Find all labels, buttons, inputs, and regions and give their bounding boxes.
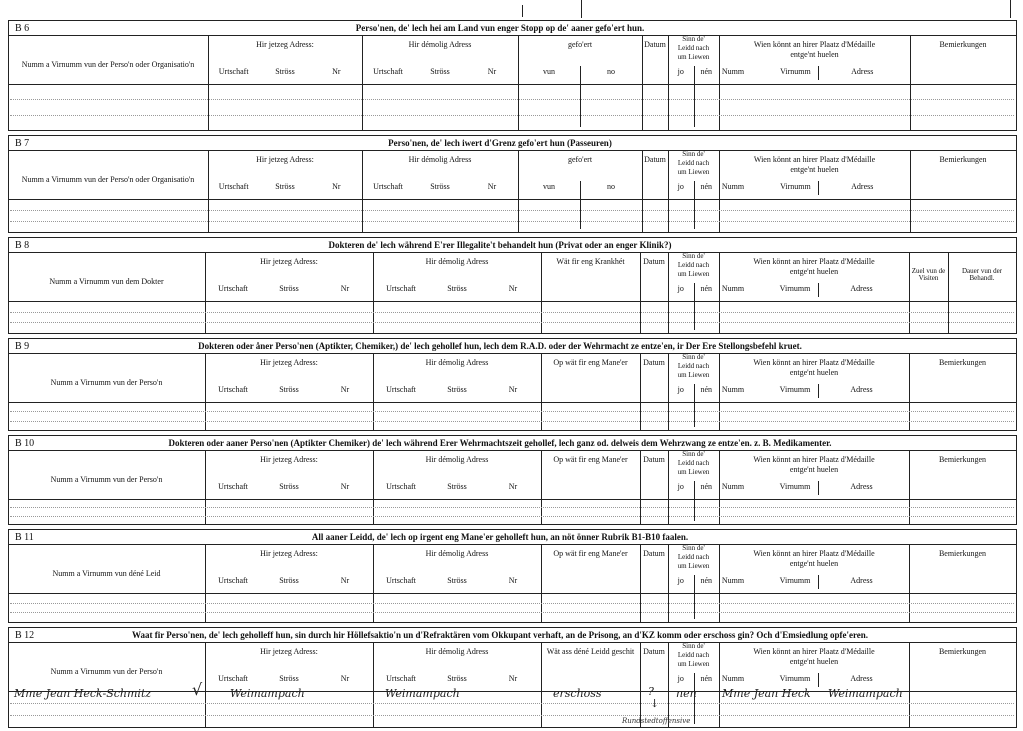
sub-nr: Nr (340, 385, 350, 394)
section-left-border (8, 20, 9, 130)
column-subdivider (694, 481, 695, 521)
sub-yes: jo (677, 674, 684, 683)
sub-nr: Nr (340, 674, 350, 683)
column-divider (642, 150, 643, 232)
column-subdivider (694, 66, 695, 127)
section-top-border (8, 237, 1016, 238)
sub-stross: Ströss (447, 482, 467, 491)
column-divider (910, 150, 911, 232)
col-header-date: Datum (643, 455, 665, 464)
section-right-border (1016, 20, 1017, 131)
section-bottom-border (8, 430, 1016, 431)
section-top-border (8, 135, 1016, 136)
col-header-name: Numm a Virnumm vun der Perso'n (50, 667, 163, 676)
sub-no: nén (700, 674, 713, 683)
col-header-mid: Op wät fir eng Mane'er (553, 455, 628, 464)
column-divider (668, 544, 669, 622)
col-header-alive-1: Sinn de' (682, 252, 705, 260)
header-bottom-border (8, 402, 1016, 403)
col-header-current-address: Hir jetzeg Adress: (260, 549, 318, 558)
sub-urtschaft: Urtschaft (218, 674, 248, 683)
section-right-border (1016, 237, 1017, 334)
dotted-writing-line (10, 99, 1014, 100)
column-subdivider (818, 181, 819, 195)
column-divider (373, 544, 374, 622)
col-header-remarks: Bemierkungen (939, 40, 987, 49)
top-tick (522, 5, 523, 17)
handwritten-date: ? (648, 685, 654, 698)
handwritten-arrow: ↓ (650, 697, 660, 710)
col-header-mid: Wät fir eng Krankhét (556, 257, 625, 266)
sub-yes: jo (677, 284, 684, 293)
column-divider (362, 150, 363, 232)
sub-medal-firstname: Virnumm (780, 67, 811, 76)
column-subdivider (818, 384, 819, 398)
col-header-medal-1: Wien könnt an hirer Plaatz d'Médaille (753, 455, 875, 464)
sub-medal-firstname: Virnumm (779, 674, 811, 683)
column-divider (205, 252, 206, 333)
col-header-mid: Op wät fir eng Mane'er (553, 549, 628, 558)
sub-stross: Ströss (430, 67, 450, 76)
sub-urtschaft: Urtschaft (373, 67, 403, 76)
col-header-name: Numm a Virnumm vun der Perso'n oder Organisatio'n (21, 60, 195, 69)
sub-urtschaft: Urtschaft (218, 182, 249, 191)
column-divider (909, 544, 910, 622)
column-divider (518, 150, 519, 232)
header-row-border (8, 544, 1016, 545)
sub-no: nén (700, 482, 713, 491)
sub-stross: Ströss (279, 385, 299, 394)
sub-nr: Nr (487, 182, 497, 191)
col-header-name: Numm a Virnumm vun der Perso'n (50, 378, 163, 387)
sub-medal-address: Adress (850, 284, 873, 293)
sub-medal-firstname: Virnumm (780, 182, 811, 191)
col-header-alive-1: Sinn de' (682, 450, 705, 458)
section-bottom-border (8, 727, 1016, 728)
sub-stross: Ströss (279, 674, 299, 683)
column-subdivider (580, 66, 581, 127)
col-header-alive-2: Leidd nach (677, 159, 710, 167)
col-header-medal-1: Wien könnt an hirer Plaatz d'Médaille (753, 155, 876, 164)
sub-yes: jo (677, 576, 684, 585)
col-header-medal-1: Wien könnt an hirer Plaatz d'Médaille (753, 358, 875, 367)
sub-urtschaft: Urtschaft (373, 182, 403, 191)
col-header-visits: Zuel vun de Visiten (911, 267, 946, 282)
sub-nr: Nr (487, 67, 497, 76)
col-header-former-address: Hir démolig Adress (425, 549, 489, 558)
col-header-current-address: Hir jetzeg Adress: (260, 257, 318, 266)
sub-nr: Nr (508, 674, 518, 683)
sub-stross: Ströss (447, 576, 467, 585)
sub-stross: Ströss (279, 482, 299, 491)
sub-yes: jo (677, 182, 684, 191)
sub-urtschaft: Urtschaft (386, 576, 416, 585)
section-right-border (1016, 627, 1017, 728)
section-title: Dokteren de' lech während E'rer Illegalite't behandelt hun (Privat oder an enger Klinik?) (328, 240, 672, 250)
col-header-former-address: Hir démolig Adress (425, 455, 489, 464)
handwritten-former-place: Weimampach (385, 687, 460, 700)
dotted-writing-line (10, 603, 1014, 604)
column-divider (668, 353, 669, 430)
sub-medal-firstname: Virnumm (779, 576, 811, 585)
sub-medal-address: Adress (850, 576, 873, 585)
header-bottom-border (8, 301, 1016, 302)
sub-nr: Nr (508, 284, 518, 293)
section-title: Waat fir Perso'nen, de' lech geholleff hun, sin durch hir Höllefsaktio'n un d'Refraktären vom Okkupant verhaft, an de Prisong, an d'KZ komm oder erschoss gin? Och d'Emsiedlung opfe'eren. (131, 630, 869, 640)
sub-no: nén (700, 284, 713, 293)
section-right-border (1016, 135, 1017, 233)
column-divider (640, 544, 641, 622)
column-subdivider (818, 575, 819, 589)
section-code: B 12 (15, 630, 35, 641)
handwritten-name: Mme Jean Heck-Schmitz (14, 687, 152, 700)
sub-yes: jo (677, 482, 684, 491)
column-divider (373, 353, 374, 430)
dotted-writing-line (10, 210, 1014, 211)
dotted-writing-line (10, 312, 1014, 313)
handwritten-current-place: Weimampach (230, 687, 305, 700)
dotted-writing-line (10, 703, 1014, 704)
col-header-alive-3: um Liewen (677, 468, 710, 476)
column-divider (541, 450, 542, 524)
section-code: B 7 (15, 138, 30, 149)
sub-medal-name: Numm (721, 182, 745, 191)
header-row-border (8, 353, 1016, 354)
col-header-date: Datum (643, 257, 665, 266)
sub-from: vun (543, 67, 555, 76)
header-row-border (8, 642, 1016, 643)
sub-nr: Nr (340, 576, 350, 585)
column-subdivider (818, 481, 819, 495)
column-divider (909, 450, 910, 524)
section-right-border (1016, 338, 1017, 431)
section-left-border (8, 529, 9, 622)
col-header-medal-2: entge'nt huelen (790, 165, 839, 174)
col-header-name: Numm a Virnumm vun der Perso'n (50, 475, 163, 484)
col-header-alive-2: Leidd nach (677, 553, 710, 561)
col-header-date: Datum (643, 549, 665, 558)
section-top-border (8, 20, 1016, 21)
sub-no: nén (700, 182, 713, 191)
col-header-remarks: Bemierkungen (938, 358, 987, 367)
column-divider (640, 450, 641, 524)
sub-no: nén (700, 576, 713, 585)
col-header-medal-2: entge'nt huelen (789, 559, 839, 568)
sub-urtschaft: Urtschaft (218, 482, 248, 491)
column-divider (541, 353, 542, 430)
column-divider (373, 252, 374, 333)
section-code: B 11 (15, 532, 34, 543)
sub-medal-address: Adress (851, 182, 874, 191)
sub-urtschaft: Urtschaft (386, 674, 416, 683)
col-header-duration: Dauer vun der Behandl. (961, 267, 1003, 282)
sub-medal-address: Adress (851, 67, 874, 76)
sub-medal-name: Numm (721, 385, 745, 394)
section-code: B 6 (15, 23, 30, 34)
sub-medal-address: Adress (850, 385, 873, 394)
sub-from: vun (543, 182, 555, 191)
col-header-alive-2: Leidd nach (677, 261, 710, 269)
sub-stross: Ströss (447, 284, 467, 293)
sub-stross: Ströss (275, 67, 295, 76)
header-bottom-border (8, 499, 1016, 500)
section-title: Dokteren oder åner Perso'nen (Aptikter, Chemiker,) de' lech gehollef hun, lech dem R.A.D. oder der Wehrmacht ze entze'en, ir Der Ere Stellongsbefehl kruet. (198, 341, 802, 351)
sub-stross: Ströss (447, 385, 467, 394)
column-divider (668, 450, 669, 524)
col-header-medal-1: Wien könnt an hirer Plaatz d'Médaille (753, 257, 875, 266)
header-row-border (8, 252, 1016, 253)
col-header-mid: Wät ass déné Leidd geschit (546, 647, 635, 656)
col-header-alive-3: um Liewen (677, 660, 710, 668)
header-row-border (8, 35, 1016, 36)
column-divider (205, 353, 206, 430)
col-header-remarks: Bemierkungen (938, 455, 987, 464)
sub-medal-address: Adress (850, 674, 873, 683)
col-header-alive-3: um Liewen (677, 371, 710, 379)
dotted-writing-line (10, 115, 1014, 116)
sub-urtschaft: Urtschaft (386, 284, 416, 293)
column-divider (541, 252, 542, 333)
col-header-alive-1: Sinn de' (682, 642, 705, 650)
column-divider (668, 150, 669, 232)
dotted-writing-line (10, 221, 1014, 222)
section-bottom-border (8, 524, 1016, 525)
dotted-writing-line (10, 715, 1014, 716)
sub-urtschaft: Urtschaft (386, 385, 416, 394)
sub-to: no (607, 67, 615, 76)
col-header-alive-1: Sinn de' (682, 35, 705, 43)
column-divider (205, 544, 206, 622)
sub-urtschaft: Urtschaft (218, 576, 248, 585)
sub-yes: jo (677, 67, 684, 76)
section-left-border (8, 435, 9, 524)
sub-nr: Nr (340, 284, 350, 293)
column-subdivider (818, 673, 819, 687)
col-header-medal-2: entge'nt huelen (789, 465, 839, 474)
sub-medal-name: Numm (721, 576, 745, 585)
col-header-alive-2: Leidd nach (677, 459, 710, 467)
sub-nr: Nr (508, 482, 518, 491)
header-bottom-border (8, 84, 1016, 85)
sub-no: nén (700, 385, 713, 394)
sub-nr: Nr (508, 576, 518, 585)
column-subdivider (818, 66, 819, 80)
col-header-former-address: Hir démolig Adress (425, 358, 489, 367)
section-right-border (1016, 435, 1017, 525)
sub-medal-name: Numm (721, 284, 745, 293)
column-divider (541, 544, 542, 622)
sub-medal-name: Numm (721, 674, 745, 683)
section-top-border (8, 627, 1016, 628)
sub-medal-name: Numm (721, 482, 745, 491)
col-header-remarks: Bemierkungen (938, 647, 987, 656)
col-header-medal-2: entge'nt huelen (789, 267, 839, 276)
section-bottom-border (8, 232, 1016, 233)
section-code: B 9 (15, 341, 30, 352)
section-top-border (8, 338, 1016, 339)
sub-medal-name: Numm (721, 67, 745, 76)
section-left-border (8, 338, 9, 430)
section-title: Perso'nen, de' lech hei am Land vun enger Stopp op de' aaner gefo'ert hun. (355, 23, 645, 33)
col-header-medal-2: entge'nt huelen (790, 50, 839, 59)
sub-stross: Ströss (279, 284, 299, 293)
col-header-medal-1: Wien könnt an hirer Plaatz d'Médaille (753, 40, 876, 49)
column-divider (640, 353, 641, 430)
handwritten-footnote: Rundstedtoffensive (622, 717, 691, 725)
handwritten-medal-address: Weimampach (828, 687, 903, 700)
section-title: All aaner Leidd, de' lech op irgent eng Mane'er geholleft hun, an nöt önner Rubrik B1-B10 faalen. (311, 532, 689, 542)
col-header-former-address: Hir démolig Adress (425, 257, 489, 266)
sub-nr: Nr (508, 385, 518, 394)
sub-nr: Nr (340, 482, 350, 491)
col-header-mid: Op wät fir eng Mane'er (553, 358, 628, 367)
col-header-medal-2: entge'nt huelen (789, 368, 839, 377)
column-divider (719, 544, 720, 622)
col-header-name: Numm a Virnumm vun déné Leid (52, 569, 161, 578)
header-row-border (8, 450, 1016, 451)
col-header-date: Datum (643, 358, 665, 367)
top-tick (1010, 0, 1011, 18)
column-divider (208, 150, 209, 232)
sub-nr: Nr (332, 67, 341, 76)
sub-no: nén (700, 67, 713, 76)
col-header-alive-1: Sinn de' (682, 353, 705, 361)
handwritten-medal-name: Mme Jean Heck (722, 687, 811, 700)
section-bottom-border (8, 130, 1016, 131)
col-header-name: Numm a Virnumm vun der Perso'n oder Organisatio'n (21, 175, 195, 184)
column-divider (719, 150, 720, 232)
col-header-medal-1: Wien könnt an hirer Plaatz d'Médaille (753, 549, 875, 558)
section-bottom-border (8, 333, 1016, 334)
dotted-writing-line (10, 421, 1014, 422)
sub-to: no (607, 182, 615, 191)
top-tick (581, 0, 582, 18)
handwritten-what-happened: erschoss (553, 687, 602, 700)
col-header-former-address: Hir démolig Adress (408, 40, 472, 49)
sub-medal-address: Adress (850, 482, 873, 491)
dotted-writing-line (10, 322, 1014, 323)
col-header-mid: gefo'ert (567, 40, 593, 49)
sub-medal-firstname: Virnumm (779, 482, 811, 491)
col-header-alive-3: um Liewen (677, 270, 710, 278)
section-title: Dokteren oder aaner Perso'nen (Aptikter Chemiker) de' lech während Erer Wehrmachtszeit gehollef, lech ganz od. delweis dem Wehrzwang ze entze'en. z. B. Medikamenter. (168, 438, 832, 448)
dotted-writing-line (10, 516, 1014, 517)
column-subdivider (818, 283, 819, 297)
sub-urtschaft: Urtschaft (218, 67, 249, 76)
handwritten-alive-no: nen (676, 687, 697, 700)
section-top-border (8, 435, 1016, 436)
col-header-current-address: Hir jetzeg Adress: (260, 455, 318, 464)
sub-urtschaft: Urtschaft (386, 482, 416, 491)
sub-yes: jo (677, 385, 684, 394)
col-header-medal-2: entge'nt huelen (789, 657, 839, 666)
col-header-alive-3: um Liewen (677, 53, 710, 61)
sub-urtschaft: Urtschaft (218, 385, 248, 394)
col-header-alive-1: Sinn de' (682, 150, 705, 158)
sub-urtschaft: Urtschaft (218, 284, 248, 293)
section-top-border (8, 529, 1016, 530)
sub-medal-firstname: Virnumm (779, 385, 811, 394)
header-bottom-border (8, 593, 1016, 594)
column-divider (640, 252, 641, 333)
col-header-former-address: Hir démolig Adress (425, 647, 489, 656)
col-header-remarks: Bemierkungen (938, 549, 987, 558)
sub-stross: Ströss (275, 182, 295, 191)
column-divider (373, 450, 374, 524)
column-divider (205, 450, 206, 524)
col-header-alive-2: Leidd nach (677, 44, 710, 52)
col-header-name: Numm a Virnumm vun dem Dokter (49, 277, 164, 286)
col-header-former-address: Hir démolig Adress (408, 155, 472, 164)
col-header-current-address: Hir jetzeg Adress: (256, 40, 314, 49)
column-divider (719, 353, 720, 430)
sub-stross: Ströss (430, 182, 450, 191)
col-header-alive-3: um Liewen (677, 168, 710, 176)
col-header-medal-1: Wien könnt an hirer Plaatz d'Médaille (753, 647, 875, 656)
col-header-alive-2: Leidd nach (677, 362, 710, 370)
col-header-date: Datum (644, 155, 666, 164)
section-right-border (1016, 529, 1017, 623)
dotted-writing-line (10, 612, 1014, 613)
column-divider (909, 353, 910, 430)
column-divider (909, 252, 910, 333)
dotted-writing-line (10, 411, 1014, 412)
section-title: Perso'nen, de' lech iwert d'Grenz gefo'ert hun (Passeuren) (388, 138, 612, 148)
section-bottom-border (8, 622, 1016, 623)
col-header-date: Datum (643, 647, 665, 656)
col-header-alive-3: um Liewen (677, 562, 710, 570)
col-header-current-address: Hir jetzeg Adress: (260, 647, 318, 656)
column-divider (948, 252, 949, 333)
header-row-border (8, 150, 1016, 151)
col-header-alive-1: Sinn de' (682, 544, 705, 552)
col-header-date: Datum (644, 40, 666, 49)
section-code: B 8 (15, 240, 30, 251)
sub-stross: Ströss (279, 576, 299, 585)
column-divider (719, 450, 720, 524)
sub-stross: Ströss (447, 674, 467, 683)
col-header-mid: gefo'ert (567, 155, 593, 164)
column-divider (668, 252, 669, 333)
col-header-current-address: Hir jetzeg Adress: (256, 155, 314, 164)
handwritten-checkmark: √ (192, 680, 203, 699)
sub-medal-firstname: Virnumm (779, 284, 811, 293)
header-bottom-border (8, 199, 1016, 200)
section-code: B 10 (15, 438, 35, 449)
col-header-current-address: Hir jetzeg Adress: (260, 358, 318, 367)
col-header-remarks: Bemierkungen (939, 155, 987, 164)
col-header-alive-2: Leidd nach (677, 651, 710, 659)
column-divider (719, 252, 720, 333)
sub-nr: Nr (332, 182, 341, 191)
dotted-writing-line (10, 507, 1014, 508)
